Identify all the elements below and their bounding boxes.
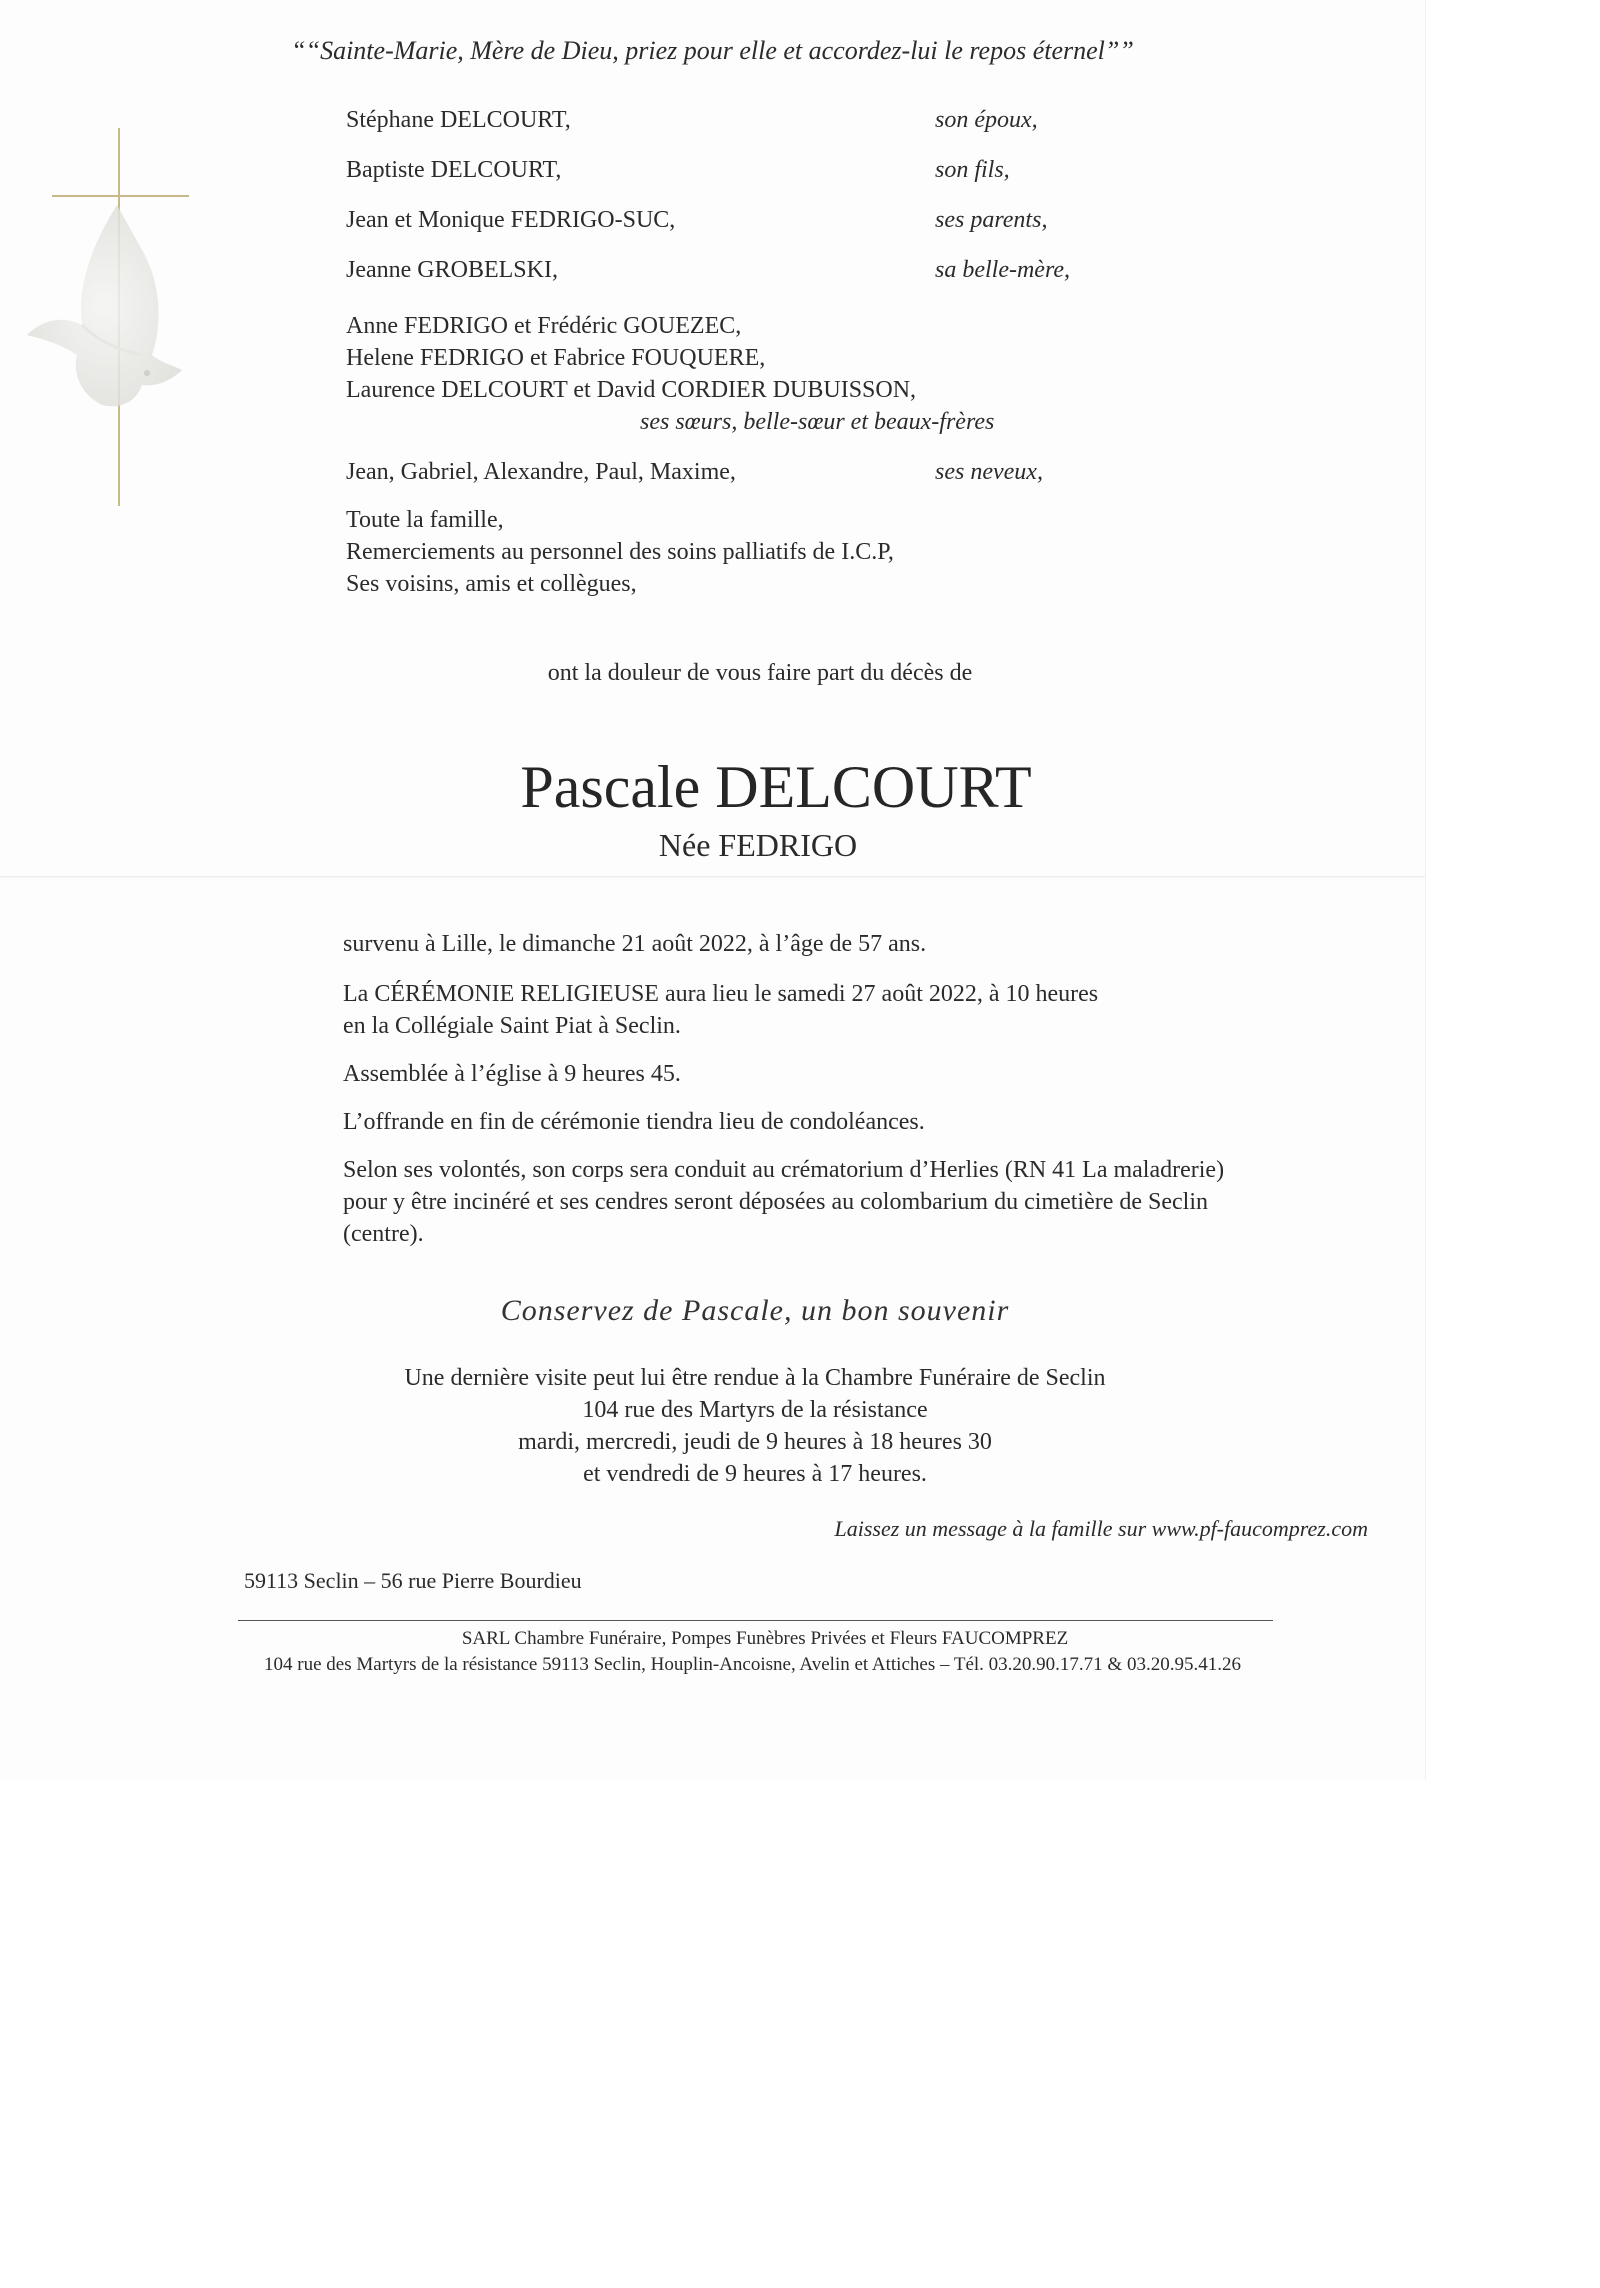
family-relation: sa belle-mère, <box>935 257 1071 283</box>
others-line: Remerciements au personnel des soins palliatifs de I.C.P, <box>346 539 894 565</box>
visit-line: et vendredi de 9 heures à 17 heures. <box>583 1461 927 1487</box>
online-message: Laissez un message à la famille sur www.pf-faucomprez.com <box>834 1516 1368 1541</box>
siblings-block <box>346 310 916 406</box>
family-relation: son époux, <box>935 107 1038 133</box>
nephews-relation: ses neveux, <box>935 459 1043 485</box>
wishes-line: (centre). <box>343 1221 424 1247</box>
family-relation: son fils, <box>935 157 1010 183</box>
offering-details: L’offrande en fin de cérémonie tiendra lieu de condoléances. <box>343 1109 925 1135</box>
dove-icon <box>22 205 202 435</box>
family-names <box>346 104 675 304</box>
siblings-relation: ses sœurs, belle-sœur et beaux-frères <box>640 409 995 435</box>
family-name: Jean et Monique FEDRIGO-SUC, <box>346 207 676 233</box>
remembrance-line: Conservez de Pascale, un bon souvenir <box>500 1294 1010 1327</box>
others-line: Ses voisins, amis et collègues, <box>346 571 637 597</box>
announcement: ont la douleur de vous faire part du décès de <box>547 660 973 686</box>
footer-divider <box>238 1620 1273 1621</box>
maiden-name: Née FEDRIGO <box>658 827 858 863</box>
ceremony-line: en la Collégiale Saint Piat à Seclin. <box>343 1013 681 1039</box>
others-block <box>346 504 894 600</box>
nephews-name: Jean, Gabriel, Alexandre, Paul, Maxime, <box>346 459 736 485</box>
footer-company: SARL Chambre Funéraire, Pompes Funèbres Privées et Fleurs FAUCOMPREZ <box>461 1628 1069 1649</box>
ceremony-line: La CÉRÉMONIE RELIGIEUSE aura lieu le samedi 27 août 2022, à 10 heures <box>343 981 1099 1007</box>
wishes-details <box>343 1154 1224 1250</box>
cross-bar <box>52 195 189 197</box>
ceremony-details <box>343 978 1098 1042</box>
family-name: Baptiste DELCOURT, <box>346 157 562 183</box>
sibling-line: Anne FEDRIGO et Frédéric GOUEZEC, <box>346 313 742 339</box>
deceased-name: Pascale DELCOURT <box>520 754 1032 820</box>
death-details: survenu à Lille, le dimanche 21 août 2022, à l’âge de 57 ans. <box>343 931 927 957</box>
family-relation: ses parents, <box>935 207 1048 233</box>
visit-block <box>0 1362 1510 1490</box>
visit-line: Une dernière visite peut lui être rendue à la Chambre Funéraire de Seclin <box>404 1365 1106 1391</box>
family-name: Jeanne GROBELSKI, <box>346 257 558 283</box>
prayer-quote: ““Sainte-Marie, Mère de Dieu, priez pour elle et accordez-lui le repos éternel”” <box>291 36 1134 65</box>
wishes-line: pour y être incinéré et ses cendres seront déposées au colombarium du cimetière de Seclin <box>343 1189 1209 1215</box>
family-name: Stéphane DELCOURT, <box>346 107 571 133</box>
family-relations <box>935 104 1070 304</box>
sibling-line: Laurence DELCOURT et David CORDIER DUBUISSON, <box>346 377 917 403</box>
address: 59113 Seclin – 56 rue Pierre Bourdieu <box>244 1568 582 1593</box>
wishes-line: Selon ses volontés, son corps sera conduit au crématorium d’Herlies (RN 41 La maladrerie) <box>343 1157 1225 1183</box>
fold-line <box>0 876 1425 878</box>
others-line: Toute la famille, <box>346 507 504 533</box>
assembly-details: Assemblée à l’église à 9 heures 45. <box>343 1061 681 1087</box>
visit-line: 104 rue des Martyrs de la résistance <box>582 1397 928 1423</box>
visit-line: mardi, mercredi, jeudi de 9 heures à 18 heures 30 <box>518 1429 992 1455</box>
sibling-line: Helene FEDRIGO et Fabrice FOUQUERE, <box>346 345 766 371</box>
footer-contact: 104 rue des Martyrs de la résistance 59113 Seclin, Houplin-Ancoisne, Avelin et Attiches – Tél. 03.20.90.17.71 & 03.20.95.41.26 <box>264 1654 1241 1675</box>
